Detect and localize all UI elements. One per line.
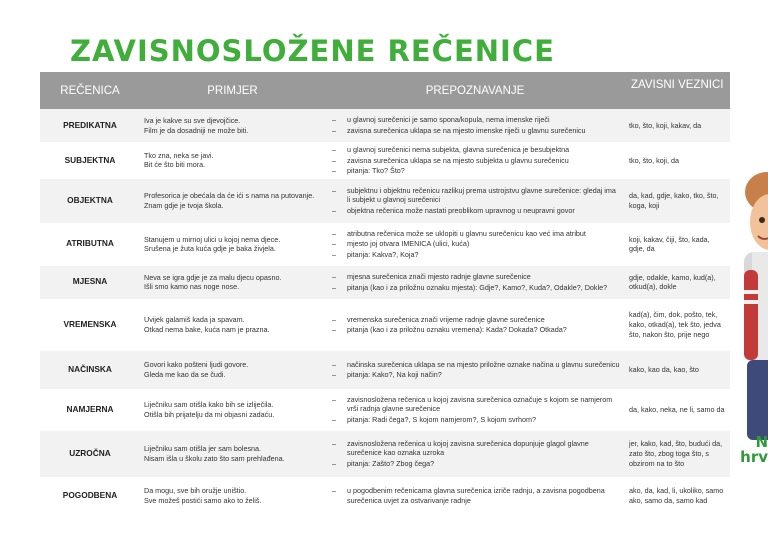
recognition-note: – objektna rečenica može nastati preoblikom upravnog u neupravni govor (329, 206, 621, 216)
table-row (40, 142, 730, 179)
header-prepoznavanje: PREPOZNAVANJE (325, 72, 625, 109)
recognition-cell (325, 351, 625, 389)
connectives-cell: gdje, odakle, kamo, kud(a), otkud(a), dokle (625, 266, 730, 299)
sentence-type: ATRIBUTNA (40, 223, 140, 266)
recognition-cell (325, 299, 625, 351)
example-sentence: Uvijek galamiš kada ja spavam. (144, 315, 245, 325)
recognition-cell (325, 179, 625, 223)
sentence-type: NAMJERNA (40, 389, 140, 431)
example-sentence: Stanujem u mirnoj ulici u kojoj nema djece. (144, 234, 281, 244)
recognition-cell (325, 142, 625, 179)
connectives-cell: tko, što, koji, kakav, da (625, 109, 730, 142)
recognition-list (329, 315, 621, 335)
recognition-note: – zavisnosložena rečenica u kojoj zavisna surečenica označuje s kojom se namjerom vrši radnja glavne surečenice (329, 395, 621, 414)
example-sentence: Gleda me kao da se čudi. (144, 369, 226, 379)
example-sentence: Sve možeš postići samo ako to želiš. (144, 495, 262, 505)
sentence-type: PREDIKATNA (40, 109, 140, 142)
sentence-type: UZROČNA (40, 431, 140, 477)
recognition-note: – mjesto joj otvara IMENICA (ulici, kuća) (329, 239, 621, 249)
example-sentence: Film je da dosadniji ne može biti. (144, 125, 249, 135)
recognition-list (329, 145, 621, 176)
table-header-row (40, 72, 730, 109)
recognition-note: – pitanja: Kakva?, Koja? (329, 250, 621, 260)
recognition-note: – vremenska surečenica znači vrijeme radnje glavne surečenice (329, 315, 621, 325)
example-sentence: Znam gdje je tvoja škola. (144, 200, 224, 210)
recognition-list (329, 395, 621, 425)
recognition-cell (325, 109, 625, 142)
connectives-cell: da, kako, neka, ne li, samo da (625, 389, 730, 431)
recognition-note: – pitanja: Zašto? Zbog čega? (329, 459, 621, 469)
examples-cell (140, 299, 325, 351)
connectives-cell: da, kad, gdje, kako, tko, što, koga, koji (625, 179, 730, 223)
examples-cell (140, 389, 325, 431)
recognition-note: – pitanja: Tko? Što? (329, 166, 621, 176)
sentence-type: SUBJEKTNA (40, 142, 140, 179)
header-primjer: PRIMJER (140, 72, 325, 109)
recognition-note: – načinska surečenica uklapa se na mjesto priložne oznake načina u glavnu surečenicu (329, 360, 621, 370)
recognition-note: – pitanja (kao i za priložnu oznaku vremena): Kada? Dokada? Otkada? (329, 325, 621, 335)
examples-cell (140, 431, 325, 477)
recognition-note: – zavisna surečenica uklapa se na mjesto subjekta u glavnu surečenicu (329, 156, 621, 166)
example-sentence: Otišla bih prijatelju da mi objasni zadaću. (144, 409, 275, 419)
recognition-cell (325, 223, 625, 266)
recognition-cell (325, 389, 625, 431)
sentence-type: VREMENSKA (40, 299, 140, 351)
example-sentence: Neva se igra gdje je za malu djecu opasno. (144, 272, 282, 282)
brand-logo: N hrv (740, 433, 768, 466)
recognition-cell (325, 266, 625, 299)
table-row (40, 179, 730, 223)
example-sentence: Liječniku sam otišla jer sam bolesna. (144, 444, 262, 454)
recognition-list (329, 360, 621, 380)
recognition-note: – subjektnu i objektnu rečenicu razlikuj prema ustrojstvu glavne surečenice: gledaj ima li subjekt u glavnoj surečenici (329, 186, 621, 205)
recognition-list (329, 486, 621, 505)
recognition-note: – zavisnosložena rečenica u kojoj zavisna surečenica dopunjuje glagol glavne surečenice kao oznaka uzroka (329, 439, 621, 458)
connectives-cell: kako, kao da, kao, što (625, 351, 730, 389)
examples-cell (140, 142, 325, 179)
example-sentence: Liječniku sam otišla kako bih se izliječila. (144, 400, 274, 410)
table-row (40, 299, 730, 351)
recognition-list (329, 115, 621, 135)
example-sentence: Srušena je žuta kuća gdje je baka živjela. (144, 244, 276, 254)
sentence-table (40, 72, 730, 515)
table-row (40, 389, 730, 431)
table-row (40, 431, 730, 477)
examples-cell (140, 351, 325, 389)
example-sentence: Govori kako pošteni ljudi govore. (144, 360, 249, 370)
recognition-list (329, 439, 621, 469)
recognition-cell (325, 477, 625, 515)
table-body (40, 109, 730, 515)
cartoon-boy-illustration (722, 170, 768, 450)
recognition-list (329, 272, 621, 292)
table-row (40, 223, 730, 266)
recognition-note: – atributna rečenica može se uklopiti u glavnu surečenicu kao već ima atribut (329, 229, 621, 239)
recognition-note: – pitanja: Kako?, Na koji način? (329, 370, 621, 380)
table-row (40, 266, 730, 299)
examples-cell (140, 223, 325, 266)
connectives-cell: tko, što, koji, da (625, 142, 730, 179)
examples-cell (140, 266, 325, 299)
recognition-cell (325, 431, 625, 477)
sentence-type: OBJEKTNA (40, 179, 140, 223)
recognition-list (329, 229, 621, 260)
recognition-note: – u pogodbenim rečenicama glavna surečenica izriče radnju, a zavisna pogodbena surečenica uvjet za ostvarivanje radnje (329, 486, 621, 505)
header-recenica: REČENICA (40, 72, 140, 109)
example-sentence: Nisam išla u školu zato što sam prehlađena. (144, 453, 285, 463)
example-sentence: Profesorica je obećala da će ići s nama na putovanje. (144, 191, 315, 201)
recognition-note: – pitanja (kao i za priložnu oznaku mjesta): Gdje?, Kamo?, Kuda?, Odakle?, Dokle? (329, 283, 621, 293)
example-sentence: Iva je kakve su sve djevojčice. (144, 115, 241, 125)
recognition-note: – pitanja: Radi čega?, S kojom namjerom?, S kojom svrhom? (329, 415, 621, 425)
sentence-type: POGODBENA (40, 477, 140, 515)
example-sentence: Da mogu, sve bih oružje uništio. (144, 486, 247, 496)
sentence-type: MJESNA (40, 266, 140, 299)
examples-cell (140, 477, 325, 515)
page-title: ZAVISNOSLOŽENE REČENICE (70, 34, 555, 68)
header-zavisni-veznici: ZAVISNI VEZNICI (625, 72, 730, 109)
examples-cell (140, 179, 325, 223)
example-sentence: Otkad nema bake, kuća nam je prazna. (144, 324, 270, 334)
example-sentence: Išli smo kamo nas noge nose. (144, 282, 240, 292)
sentence-type: NAČINSKA (40, 351, 140, 389)
table-row (40, 477, 730, 515)
example-sentence: Tko zna, neka se javi. (144, 150, 214, 160)
table-row (40, 351, 730, 389)
connectives-cell: koji, kakav, čiji, što, kada, gdje, da (625, 223, 730, 266)
connectives-cell: kad(a), čim, dok, pošto, tek, kako, otkad(a), tek što, jedva što, nakon što, prije nego (625, 299, 730, 351)
recognition-list (329, 186, 621, 216)
example-sentence: Bit će što biti mora. (144, 160, 206, 170)
examples-cell (140, 109, 325, 142)
recognition-note: – u glavnoj surečenici nema subjekta, glavna surečenica je besubjektna (329, 145, 621, 155)
recognition-note: – u glavnoj surečenici je samo spona/kopula, nema imenske riječi (329, 115, 621, 125)
connectives-cell: jer, kako, kad, što, budući da, zato što, zbog toga što, s obzirom na to što (625, 431, 730, 477)
recognition-note: – zavisna surečenica uklapa se na mjesto imenske riječi u glavnu surečenicu (329, 126, 621, 136)
table-row (40, 109, 730, 142)
recognition-note: – mjesna surečenica znači mjesto radnje glavne surečenice (329, 272, 621, 282)
connectives-cell: ako, da, kad, li, ukoliko, samo ako, samo da, samo kad (625, 477, 730, 515)
